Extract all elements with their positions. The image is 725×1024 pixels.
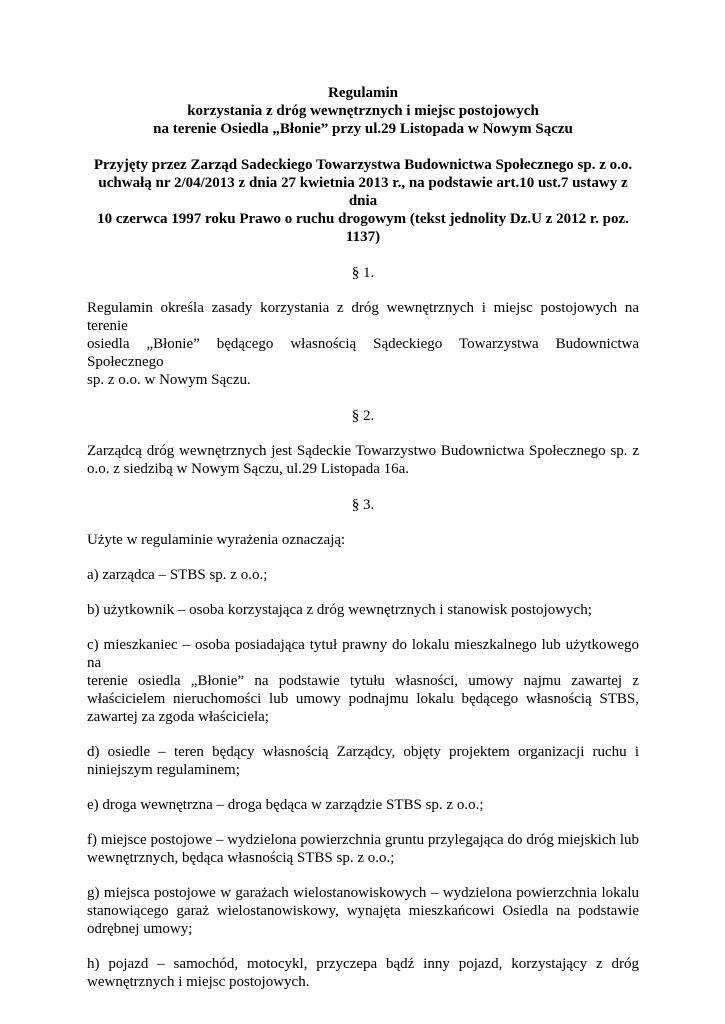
definition-line: a) zarządca – STBS sp. z o.o.; — [87, 567, 268, 583]
section-1-line: sp. z o.o. w Nowym Sączu. — [87, 372, 251, 388]
definition-line: c) mieszkaniec – osoba posiadająca tytuł prawny do lokalu mieszkalnego lub użytkowego na — [87, 637, 639, 671]
definitions-list — [87, 566, 639, 991]
definition-line: niniejszym regulaminem; — [87, 762, 240, 778]
section-2-line: o.o. z siedzibą w Nowym Sączu, ul.29 Listopada 16a. — [87, 461, 410, 477]
definition-item — [87, 601, 639, 619]
definition-item — [87, 743, 639, 779]
title-line-1: Regulamin — [327, 85, 398, 101]
section-3-heading: § 3. — [351, 497, 375, 513]
definition-line: właścicielem nieruchomości lub umowy podnajmu lokalu będącego własnością STBS, — [87, 691, 639, 707]
adoption-line-4: 1137) — [345, 229, 381, 245]
section-1-line: osiedla „Błonie” będącego własnością Sądeckiego Towarzystwa Budownictwa Społecznego — [87, 336, 639, 370]
definition-item — [87, 566, 639, 584]
section-1-line: Regulamin określa zasady korzystania z dróg wewnętrznych i miejsc postojowych na terenie — [87, 300, 639, 334]
definition-line: stanowiącego garaż wielostanowiskowy, wynajęta mieszkańcowi Osiedla na podstawie — [87, 903, 639, 919]
definition-line: f) miejsce postojowe – wydzielona powierzchnia gruntu przylegająca do dróg miejskich lub — [87, 832, 639, 848]
adoption-line-3: 10 czerwca 1997 roku Prawo o ruchu drogowym (tekst jednolity Dz.U z 2012 r. poz. — [97, 211, 629, 227]
section-1-heading: § 1. — [351, 265, 375, 281]
definition-line: zawartej za zgoda właściciela; — [87, 709, 269, 725]
adoption-line-1: Przyjęty przez Zarząd Sadeckiego Towarzystwa Budownictwa Społecznego sp. z o.o. — [93, 157, 633, 173]
definition-item — [87, 884, 639, 938]
section-3-intro — [87, 531, 639, 549]
definition-item — [87, 831, 639, 867]
definition-line: h) pojazd – samochód, motocykl, przyczepa bądź inny pojazd, korzystający z dróg — [87, 956, 639, 972]
adoption-line-2: uchwałą nr 2/04/2013 z dnia 27 kwietnia 2013 r., na podstawie art.10 ust.7 ustawy z dnia — [98, 175, 628, 209]
definition-line: terenie osiedla „Błonie” na podstawie tytułu własności, umowy najmu zawartej z — [87, 673, 639, 689]
definition-item — [87, 796, 639, 814]
title-line-3: na terenie Osiedla „Błonie” przy ul.29 Listopada w Nowym Sączu — [153, 121, 573, 137]
definition-line: d) osiedle – teren będący własnością Zarządcy, objęty projektem organizacji ruchu i — [87, 744, 639, 760]
definition-line: wewnętrznych i miejsc postojowych. — [87, 974, 310, 990]
adoption-statement — [87, 156, 639, 246]
section-3-intro-line: Użyte w regulaminie wyrażenia oznaczają: — [87, 532, 346, 548]
definition-line: wewnętrznych, będąca własnością STBS sp. z o.o.; — [87, 850, 395, 866]
definition-line: e) droga wewnętrzna – droga będąca w zarządzie STBS sp. z o.o.; — [87, 797, 484, 813]
definition-line: b) użytkownik – osoba korzystająca z dróg wewnętrznych i stanowisk postojowych; — [87, 602, 592, 618]
definition-item — [87, 636, 639, 726]
definition-line: odrębnej umowy; — [87, 921, 193, 937]
section-2-heading: § 2. — [351, 408, 375, 424]
section-1-paragraph — [87, 299, 639, 389]
definition-line: g) miejsca postojowe w garażach wielostanowiskowych – wydzielona powierzchnia lokalu — [87, 885, 639, 901]
document-title — [87, 84, 639, 138]
title-line-2: korzystania z dróg wewnętrznych i miejsc postojowych — [187, 103, 539, 119]
definition-item — [87, 955, 639, 991]
section-2-line: Zarządcą dróg wewnętrznych jest Sądeckie Towarzystwo Budownictwa Społecznego sp. z — [87, 443, 639, 459]
section-2-paragraph — [87, 442, 639, 478]
